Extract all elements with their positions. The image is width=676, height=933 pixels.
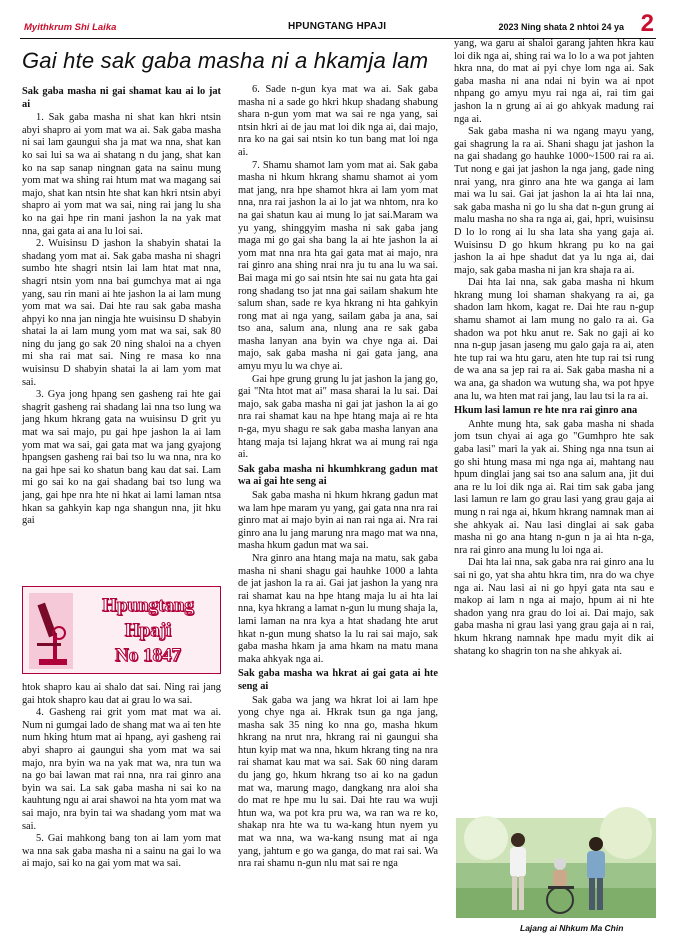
- paragraph: Gai hpe grung grung lu jat jashon la jang go, gai "Nta htot mat ai" masa sharai la lu sai. Dai majo, sak gaba masha ni gai jat jashon la ai go nra rai shamat kau na hpe htang maja ai re hta n-ga, myu shagu re sak gaba masha lanyan ana htang maja tsi lajang hkrat wa ai mung rai nga ai.: [238, 373, 438, 461]
- paragraph: Sak gaba masha ni hkum hkrang gadun mat wa lam hpe maram yu yang, gai gata nna nra rai ginro mat ai majo byin ai nan rai nga ai. Nra rai ginro ana lu jang marung nra mago mat wa nna, masha hkum gadun mat wa sai.: [238, 490, 438, 552]
- paragraph: 6. Sade n-gun kya mat wa ai. Sak gaba masha ni a sade go hkri hkup shadang shabung shara n-gun yom mat wa sai re nga yang, sai ntsin hkri ai de jau mat loi dik nga ai, dai majo, nra ko na gai sai ntsin ko tun bang mat loi nga ai.: [238, 84, 438, 158]
- column-1-continued: [22, 682, 221, 914]
- banner-text: [79, 593, 217, 668]
- banner-line-3: No 1847: [115, 645, 181, 666]
- paragraph: Dai hta lai nna, sak gaba nra rai ginro ana lu sai ni go, yat sha ahtu hkra tim, nra do wa chye nga ai. Nau lasi ai ni go hpyi gata nta sau e makop ai lam n nga ai majo, hpum ai ni hte shadon yang nra grau do loi ai. Dai majo, sak gaba masha ni grau lasi yang grau gaja ai n rai, hkum hkrang namnak hpe madu myit dik ai shatang ko shagrin ton na she ahkyak ai.: [454, 557, 654, 657]
- issue-date: 2023 Ning shata 2 nhtoi 24 ya: [498, 22, 624, 32]
- paragraph: Dai hta lai nna, sak gaba masha ni hkum hkrang mung loi shaman shakyang ra ai, ga shadon lam hkom, kagat re. Dai hte rau n-gup shamu shamot ai lam mung no galo ra ai. Ga shadon wa pot hku anut re. Sak no gaji ai ko nna n-gup jasan jaseng mu galo gaja ra ai, aten hte tup rai wa htu garu, aten hte tup rai tsi rung de wa ana sa jep rai ra ai. Sak gaba masha ni a wa ana, ga shadon wa wutung sha, wa pot hpye ana lu, wa hten mat rai jang, lau lau tsi la ra ai.: [454, 277, 654, 402]
- column-2: [238, 84, 438, 914]
- page-header: [20, 8, 656, 36]
- paragraph: Sak gaba masha ni wa ngang mayu yang, gai shagrung la ra ai. Shani shagu jat jashon la na gai shadang go hauhke 1000~1500 rai ra ai. Tut nong e gai jat jashon la nga jang, gade ning nrai yang, nra ginro ana hte wa ganga ai lam mai wa lu sai. Gai jat jashon la ai hta lai nna, sak gaba masha ni go lu sha dat n-gun grung ai malu masha no sha ra nga ai, gai, hpri, wuisinsu D lo lo rong ai lu sha lata sha yang gaja ai. Wuisinsu D go hkum hkrang pu ko na gai jashon la ai hpe shadut dat ya lu nga ai, dai majo, sak gaba masha ni jan kra shaja ra ai.: [454, 126, 654, 276]
- banner-line-1: Hpungtang: [102, 595, 194, 616]
- article-title: Gai hte sak gaba masha ni a hkamja lam: [22, 48, 429, 73]
- series-banner: [22, 586, 221, 674]
- microscope-icon: [29, 593, 73, 669]
- paragraph: Sak gaba wa jang wa hkrat loi ai lam hpe yong chye nga ai. Hkrak tsun ga nga jang, masha sak 35 ning ko nna go, masha hkum hkrang na nrut nra, hkrang rai ni gaungui sha htun kyip mat wa nna, hkum hkrang ting na nra rai shamat kau mat wa sai. Sak 60 ning daram du jang go, hkum hkrang tso ai ko na gadun mat wa, marung mago, dangkang nra aloi sha do mat re hpe mu lu sai. Dai hte rau wa wuji htun wa, wa pot kra pru wa, wa ran wa re ko, shakap nra hte wa tu wa-kang htun nyem yu mat wa nna, wa wa-kang nsung mat ai nga yang, jahtum e go wa ganga, do mat rai sai. Wa nra rai shamu n-gun nlu mat sai re nga: [238, 694, 438, 870]
- paragraph: Anhte mung hta, sak gaba masha ni shada jom tsun chyai ai aga go "Gumhpro hte sak gaba lasi" mari la yak ai. Shing nga nna tsun ai go shi htung masa mi nga nga ai, mahtang nau hpum dinglai jang sai tso ana salum ana, jit dui ana re lu loi dik nga ai. Rai tim sak gaba jang lasi lamun re lam go grau lasi yang grau gaja ai mung n rai nga ai, hkum hkrang namnak man ai she ahkyak ai. Nau lasi dinglai ai sak gaba masha ni go ana htang n-gun n ja ai hta n-ga, nra rai ginro ana mung lu loi nga ai.: [454, 418, 654, 556]
- paragraph: 4. Gasheng rai grit yom mat mat wa ai. Num ni gumgai lado de shang mat wa ai ten hte num hking htum mat ai hpang, ayi gasheng rai abyi shapro ai gaungui sha yom mat wa sai majo, nra byin wa na yak mat wa, nra tun wa na go bai lawan mat rai nna, nra rai ginro ana byin wa sai. La sak gaba masha ni sai ko na kauhtung ngu ai arai shawoi na hta yom mat wa sai majo, nra byin tai wa shadang yom mat wa sai.: [22, 707, 221, 832]
- section-name: HPUNGTANG HPAJI: [288, 21, 387, 32]
- paragraph: 2. Wuisinsu D jashon la shabyin shatai la shadang yom mat ai. Sak gaba masha ni shagri sumbo hte shagri ntsin lai lam htat mat nna, shagri ntsin yom nna bai gumchya mat ai nga yang, sau rin mani ai hte jashon la ai lam mung yom mat wa sai. Dai hte rau sak gaba masha ahpyi ko nna jan ningja hte wuisinsu D shabyin shatai la ai lam mung yom mat wa sai, sak 80 ning du jang go sak 20 ning shaloi na a chyen mi sha rai mat sai. Ning re masa ko nna wuisinsu D shabyin shatai la ai lam yom mat sai.: [22, 238, 221, 388]
- publication-name: Myithkrum Shi Laika: [24, 22, 117, 33]
- paragraph: yang, wa garu ai shaloi garang jahten hkra kau loi dik nga ai, shing rai wa lo lo a wa pot jahten hkra nna, do mat ai pyi chye lom nga ai. Sak gaba masha ni ana ndai ni byin wa ai npot nhpang go amyu myu rai nga ai, rai tim gai jashon la n grung ai ai go ahkyak madung rai nga ai.: [454, 38, 654, 125]
- paragraph: Nra ginro ana htang maja na matu, sak gaba masha ni shani shagu gai hauhke 1000 a lahta de jat jashon la ra ai. Gai jat jashon la yang nra rai shamat kau na hpe htang maja lu ai hta lai nna, kya hkrang a lamat n-gun lu mung shaja la, lami laman na nra kya a htat shadang hte arut hkat n-gun mung shatso la lu rai sai majo, sak gaba masha hkam ja ama hkam na matu mana maka ahkyak nga ai.: [238, 552, 438, 665]
- section-heading: Sak gaba masha wa hkrat ai gai gata ai hte seng ai: [238, 668, 438, 692]
- section-heading: Sak gaba masha ni hkumhkrang gadun mat wa ai gai hte seng ai: [238, 463, 438, 488]
- banner-line-2: Hpaji: [124, 620, 172, 641]
- paragraph: 7. Shamu shamot lam yom mat ai. Sak gaba masha ni hkum hkrang shamu shamot ai yom mat jang, nra hpe shamot hkra ai lam yom mat nna, nra rai jashon la ai lo jat wa nhtom, nra ko na gai shatun kau ai mung lo jat sai.Maram wa yu yang, shinggyim masha ni sak gaba jang maga mi go gai sha bang la ai hte jashon la ai yom mat nna nra hta gai gata mat ai majo, nra rai ginro ana shing nrai nra ju tu ana lu wa sai. Bai maga mi go sai ntsin hte sai nu gata hta gai rong shadang tso jat nna gai sailam shakum hte salum shan, sade re kya hkrang ni hta gahkyin rong mat ai nga yang, sailam gaba ja ana, sai tso ana, salum ana, nlung ana re sak gaba masha lanyan ana byin wa chye nga ai. Dai majo, sak gaba masha ni gai gata jang, ana amyu myu lu wa chye ai.: [238, 159, 438, 373]
- paragraph: 3. Gya jong hpang sen gasheng rai hte gai shagrit gasheng rai shadang lai nna tso lung wa jang hkum hkrang gata na wuisinsu D grit yu mat wa sai majo, pu gai hpe jashon la ai lam yom mat wa sai, gai gata mat wa jang gyajong hpangsen gasheng rai bai tso lu wa nna, nra ko na gai hpe sai ko shatun bang kau dat sai. Lam mi go sai ko na gai shadang bai tso lung wa jang, gai hpe nra hte ni hkat ai lami laman ntsa hkan sa gahkyin kap nga shangun nna, jit hku gai: [22, 389, 221, 527]
- paragraph: 5. Gai mahkong bang ton ai lam yom mat wa nna sak gaba masha ni a sainu na gai lo wa ai majo, sai ko na gai yom mat wa sai.: [22, 833, 221, 870]
- elderly-family-photo: [456, 818, 656, 918]
- section-heading: Sak gaba masha ni gai shamat kau ai lo jat ai: [22, 86, 221, 110]
- paragraph: 1. Sak gaba masha ni shat kan hkri ntsin abyi shapro ai yom mat wa ai. Sak gaba masha ni sai lam gaungui sha ja mat wa nna, shat kan ko sai lui sa wa ai shatang n du jang, shat kan ko na sap sanap ningnan gata na sainu mung yom mat wa shing rai htum mat wa magang sai majo, shat kan ntsin hte shat kan hkri ntsin abyi shapro ai yom mat wa sai, ning rai jang lu sha ko na gai hpe rin mani jashon la na yak mat nna, gai gata ai ana lu loi sai.: [22, 112, 221, 237]
- paragraph: htok shapro kau ai shalo dat sai. Ning rai jang gai htok shapro kau dat ai grau lo wa sai.: [22, 682, 221, 706]
- photo-caption: Lajang ai Nhkum Ma Chin: [520, 923, 624, 933]
- column-3: [454, 38, 654, 657]
- section-heading: Hkum lasi lamun re hte nra rai ginro ana: [454, 405, 638, 417]
- column-1: [22, 84, 221, 584]
- page-number: 2: [640, 10, 654, 37]
